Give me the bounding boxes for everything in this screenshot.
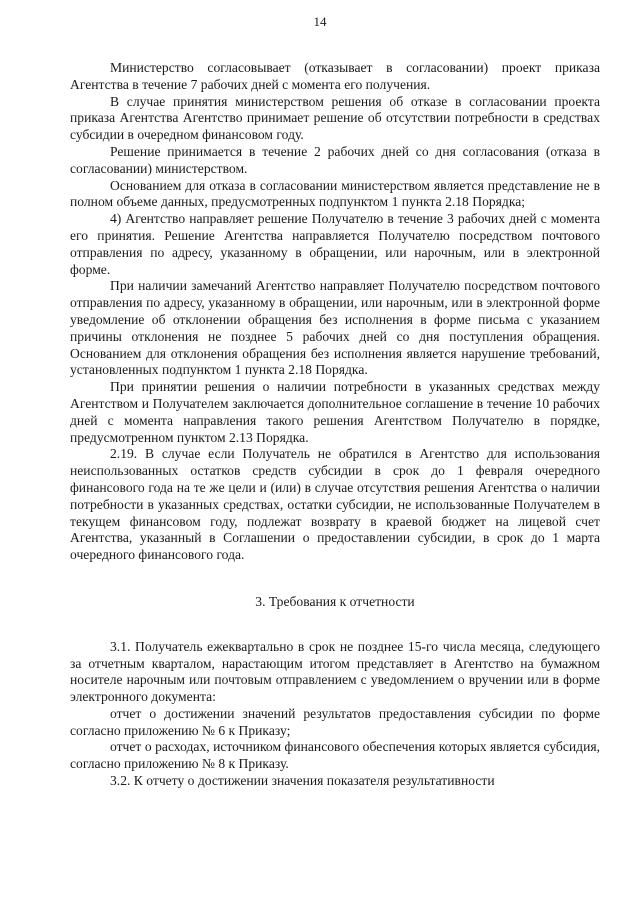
paragraph: 4) Агентство направляет решение Получателю в течение 3 рабочих дней с момента его принятия. Решение Агентства направляется Получателю посредством почтового отправления по адресу, указанному в обращении, или нарочным, или в электронной форме.	[70, 211, 600, 277]
paragraph: отчет о расходах, источником финансового обеспечения которых является субсидия, согласно приложению № 8 к Приказу.	[70, 739, 600, 772]
page-number: 14	[313, 14, 327, 29]
paragraph: Основанием для отказа в согласовании министерством является представление не в полном объеме данных, предусмотренных подпунктом 1 пункта 2.18 Порядка;	[70, 177, 600, 210]
section-heading: 3. Требования к отчетности	[255, 593, 415, 609]
paragraph: Решение принимается в течение 2 рабочих дней со дня согласования (отказа в согласовании) министерством.	[70, 143, 600, 176]
paragraph: Министерство согласовывает (отказывает в согласовании) проект приказа Агентства в течение 7 рабочих дней с момента его получения.	[70, 60, 600, 92]
paragraph: В случае принятия министерством решения об отказе в согласовании проекта приказа Агентства Агентство принимает решение об отсутствии потребности в средствах субсидии в очередном финансовом году.	[70, 93, 600, 143]
paragraph: При принятии решения о наличии потребности в указанных средствах между Агентством и Получателем заключается дополнительное соглашение в течение 10 рабочих дней с момента направления такого решения Агентством Получателю в порядке, предусмотренном пунктом 2.13 Порядка.	[70, 379, 600, 445]
paragraph: 2.19. В случае если Получатель не обратился в Агентство для использования неиспользованных остатков средств субсидии в срок до 1 февраля очередного финансового года на те же цели и (или) в случае отсутствия решения Агентства о наличии потребности в указанных средствах, остатки субсидии, не использованные Получателем в текущем финансовом году, подлежат возврату в краевой бюджет на лицевой счет Агентства, указанный в Соглашении о предоставлении субсидии, в срок до 1 марта очередного финансового года.	[70, 446, 600, 563]
paragraph: 3.2. К отчету о достижении значения показателя результативности	[110, 773, 495, 789]
paragraph: 3.1. Получатель ежеквартально в срок не позднее 15-го числа месяца, следующего за отчетным кварталом, нарастающим итогом представляет в Агентство на бумажном носителе нарочным или почтовым отправлением с уведомлением о вручении или в форме электронного документа:	[70, 638, 600, 705]
paragraph: отчет о достижении значений результатов предоставления субсидии по форме согласно приложению № 6 к Приказу;	[70, 705, 600, 738]
paragraph: При наличии замечаний Агентство направляет Получателю посредством почтового отправления по адресу, указанному в обращении, или нарочным, или в электронной форме уведомление об отклонении обращения без исполнения в форме письма с указанием причины отклонения не позднее 5 рабочих дней со дня поступления обращения. Основанием для отклонения обращения без исполнения является нарушение требований, установленных подпунктом 1 пункта 2.18 Порядка.	[70, 278, 600, 378]
document-body	[70, 60, 600, 790]
